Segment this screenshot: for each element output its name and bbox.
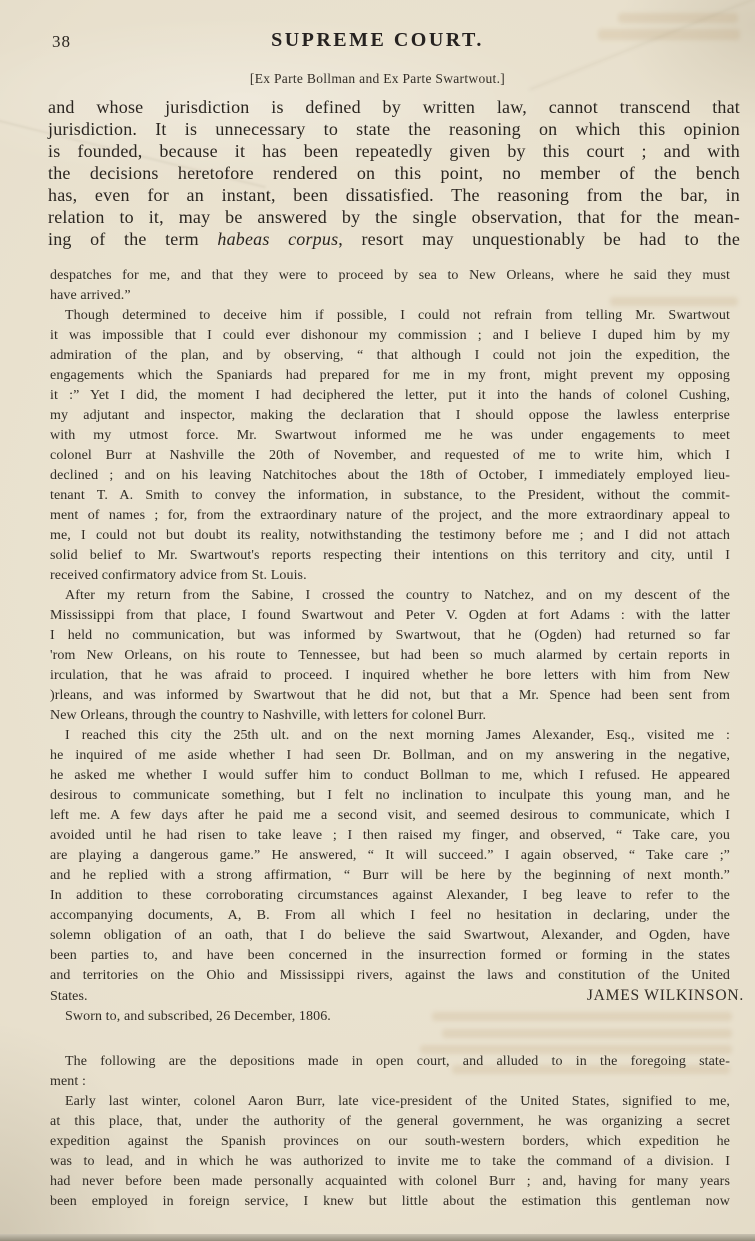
deposition-line: with my utmost force. Mr. Swartwout informed me he was under engagements to meet [50, 428, 730, 443]
deposition-line: and he replied with a strong affirmation, “ Burr will be here by the beginning of next month.” [50, 868, 730, 883]
bleedthrough-smudge [618, 13, 738, 23]
deposition-line: Though determined to deceive him if possible, I could not refrain from telling Mr. Swartwout [65, 308, 730, 323]
deposition-line: 'rom New Orleans, on his route to Tennessee, but had been so much alarmed by certain reports in [50, 648, 730, 663]
signature-name: JAMES WILKINSON. [586, 987, 744, 1004]
deposition-line: at this place, that, under the authority of the general government, he was organizing a secret [50, 1114, 730, 1129]
deposition-line: colonel Burr at Nashville the 20th of November, and requested of me to write him, which I [50, 448, 730, 463]
deposition-text [50, 266, 744, 1212]
deposition-line: me, I could not but doubt its reality, notwithstanding the testimony before me ; and I did not attach [50, 528, 730, 543]
deposition-line: declined ; and on his leaving Natchitoches about the 18th of October, I immediately employed lieu- [50, 468, 730, 483]
deposition-line: my adjutant and inspector, making the declaration that I should oppose the lawless enterprise [50, 408, 730, 423]
opinion-line: jurisdiction. It is unnecessary to state the reasoning on which this opinion [48, 119, 740, 139]
opinion-line: has, even for an instant, been dissatisfied. The reasoning from the bar, in [48, 185, 740, 205]
deposition-line: have arrived.” [50, 288, 131, 303]
deposition-line: engagements which the Spaniards had prepared for me in my front, might prevent my opposing [50, 368, 730, 383]
deposition-line: I held no communication, but was informed by Swartwout, that he (Ogden) had returned so far [50, 628, 730, 643]
deposition-line: he asked me whether I would suffer him to conduct Bollman to me, which I refused. He appeared [50, 768, 730, 783]
scan-edge-shadow [0, 1234, 755, 1241]
opinion-line: is founded, because it has been repeatedly given by this court ; and with [48, 141, 740, 161]
deposition-line: New Orleans, through the country to Nashville, with letters for colonel Burr. [50, 708, 487, 723]
opinion-line: the decisions heretofore rendered on this point, no member of the bench [48, 163, 740, 183]
deposition-line: In addition to these corroborating circumstances against Alexander, I beg leave to refer to the [50, 888, 730, 903]
court-title: SUPREME COURT. [271, 29, 484, 51]
deposition-line: received confirmatory advice from St. Louis. [50, 568, 307, 583]
deposition-line: irculation, that he was afraid to proceed. I inquired whether he bore letters with him from New [50, 668, 730, 683]
opinion-line: ing of the term habeas corpus, resort may unquestionably be had to the [48, 229, 741, 249]
deposition-line: left me. A few days after he paid me a second visit, and seemed desirous to communicate, which I [50, 808, 730, 823]
deposition-line: ment of names ; for, from the extraordinary nature of the project, and the more extraordinary appeal to [50, 508, 730, 523]
deposition-line: and territories on the Ohio and Mississippi rivers, against the laws and constitution of the United [50, 968, 730, 983]
deposition-line: Mississippi from that place, I found Swartwout and Peter V. Ogden at fort Adams : with the latter [50, 608, 730, 623]
deposition-line: accompanying documents, A, B. From all which I feel no hesitation in declaring, under the [50, 908, 730, 923]
deposition-line: Sworn to, and subscribed, 26 December, 1806. [65, 1009, 331, 1024]
deposition-line: solid belief to Mr. Swartwout's reports respecting their intentions on this territory and city, until I [50, 548, 730, 563]
opinion-line: relation to it, may be answered by the single observation, that for the mean- [48, 207, 740, 227]
opinion-line: and whose jurisdiction is defined by written law, cannot transcend that [48, 97, 740, 117]
deposition-line: he inquired of me aside whether I had seen Dr. Bollman, and on my answering in the negative, [50, 748, 730, 763]
opinion-paragraph [48, 96, 740, 250]
deposition-line: Early last winter, colonel Aaron Burr, late vice-president of the United States, signified to me, [65, 1094, 730, 1109]
deposition-line: expedition against the Spanish provinces on our south-western borders, which expedition he [50, 1134, 730, 1149]
deposition-line: admiration of the plan, and by observing, “ that although I could not join the expedition, the [50, 348, 730, 363]
deposition-line: it :” Yet I did, the moment I had deciphered the letter, put it into the hands of colonel Cushing, [50, 388, 730, 403]
deposition-line: The following are the depositions made in open court, and alluded to in the foregoing state- [65, 1054, 730, 1069]
deposition-line: despatches for me, and that they were to proceed by sea to New Orleans, where he said they must [50, 268, 730, 283]
deposition-line: desirous to communicate something, but I felt no inclination to inculpate this young man, and he [50, 788, 730, 803]
deposition-line: been employed in foreign service, I knew but little about the estimation this gentleman now [50, 1194, 730, 1209]
deposition-line: I reached this city the 25th ult. and on the next morning James Alexander, Esq., visited me : [65, 728, 730, 743]
deposition-line: tenant T. A. Smith to convey the information, in substance, to the President, without the commit- [50, 488, 730, 503]
deposition-line: are playing a dangerous game.” He answered, “ It will succeed.” I again observed, “ Take care ;” [50, 848, 730, 863]
signature-line-left: States. [50, 989, 88, 1004]
deposition-line: it was impossible that I could ever dishonour my commission ; and I believe I duped him by my [50, 328, 730, 343]
page-number: 38 [52, 32, 71, 51]
deposition-line: had never before been made personally acquainted with colonel Burr ; and, having for many years [50, 1174, 730, 1189]
deposition-line: )rleans, and was informed by Swartwout that he did not, but that a Mr. Spence had been sent from [50, 688, 730, 703]
case-caption: [Ex Parte Bollman and Ex Parte Swartwout.] [249, 71, 506, 86]
deposition-line: was to lead, and in which he was authorized to invite me to take the command of a division. I [50, 1154, 730, 1169]
deposition-line: avoided until he had risen to take leave ; I then raised my finger, and observed, “ Take care, you [50, 828, 730, 843]
deposition-line: ment : [50, 1074, 86, 1089]
deposition-line [50, 986, 744, 1007]
deposition-line: After my return from the Sabine, I crossed the country to Natchez, and on my descent of the [65, 588, 730, 603]
deposition-line: solemn obligation of an oath, that I do believe the said Swartwout, Alexander, and Ogden, have [50, 928, 730, 943]
deposition-line: been parties to, and have been concerned in the insurrection formed or forming in the states [50, 948, 730, 963]
